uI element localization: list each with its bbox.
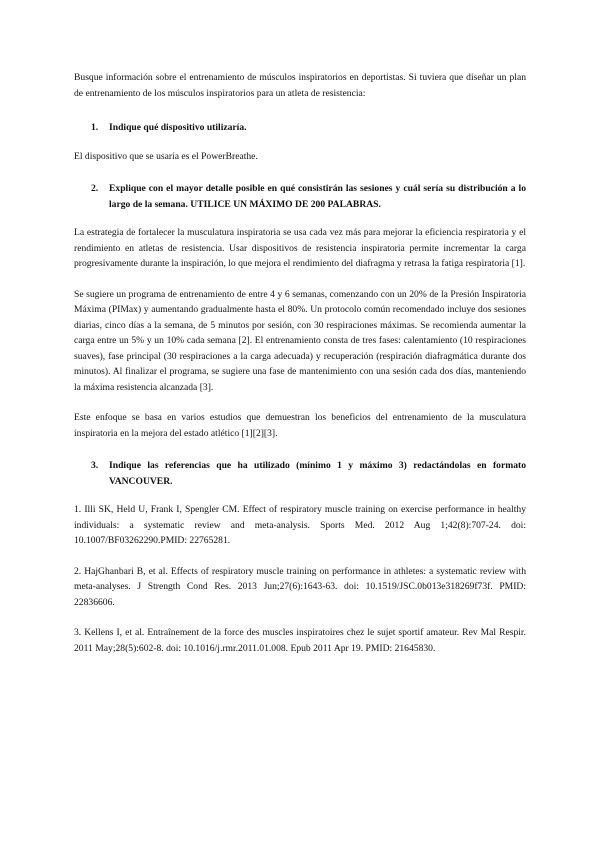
question-2-text: Explique con el mayor detalle posible en qué consistirán las sesiones y cuál sería su distribución a lo largo de la semana. UTILICE UN MÁXIMO DE 200 PALABRAS. [109, 183, 526, 210]
reference-3: 3. Kellens I, et al. Entraînement de la force des muscles inspiratoires chez le sujet sportif amateur. Rev Mal Respir. 2011 May;28(5):602-8. doi: 10.1016/j.rmr.2011.01.008. Epub 2011 Apr 19. PMID: 21645830. [74, 627, 526, 654]
answer-1: El dispositivo que se usaría es el PowerBreathe. [74, 150, 258, 162]
intro-paragraph: Busque información sobre el entrenamiento de músculos inspiratorios en deportistas. Si tuviera que diseñar un plan de entrenamiento de los músculos inspiratorios para un atleta de resistencia: [74, 72, 526, 99]
question-2 [74, 181, 526, 212]
question-1 [74, 120, 526, 136]
answer-2-paragraph-1: La estrategia de fortalecer la musculatura inspiratoria se usa cada vez más para mejorar la eficiencia respiratoria y el rendimiento en atletas de resistencia. Usar dispositivos de resistencia inspiratoria permite incrementar la carga progresivamente durante la inspiración, lo que mejora el rendimiento del diafragma y retrasa la fatiga respiratoria [1]. [74, 227, 526, 269]
question-3 [74, 458, 526, 489]
reference-2: 2. HajGhanbari B, et al. Effects of respiratory muscle training on performance in athletes: a systematic review with meta-analyses. J Strength Cond Res. 2013 Jun;27(6):1643-63. doi: 10.1519/JSC.0b013e318269f73f. PMID: 22836606. [74, 565, 526, 608]
question-2-number: 2. [91, 183, 99, 194]
reference-1: 1. Illi SK, Held U, Frank I, Spengler CM. Effect of respiratory muscle training on exercise performance in healthy individuals: a systematic review and meta-analysis. Sports Med. 2012 Aug 1;42(8):707-24. doi: 10.1007/BF03262290.PMID: 22765281. [74, 504, 526, 546]
question-1-number: 1. [91, 122, 99, 133]
answer-2-paragraph-3: Este enfoque se basa en varios estudios que demuestran los beneficios del entrenamiento de la musculatura inspiratoria en la mejora del estado atlético [1][2][3]. [74, 412, 526, 439]
question-3-number: 3. [91, 460, 99, 471]
answer-2-paragraph-2: Se sugiere un programa de entrenamiento de entre 4 y 6 semanas, comenzando con un 20% de la Presión Inspiratoria Máxima (PIMax) y aumentando gradualmente hasta el 80%. Un protocolo común recomendado incluye dos sesiones diarias, cinco días a la semana, de 5 minutos por sesión, con 30 respiraciones máximas. Se recomienda aumentar la carga entre un 5% y un 10% cada semana [2]. El entrenamiento consta de tres fases: calentamiento (10 respiraciones suaves), fase principal (30 respiraciones a la carga adecuada) y recuperación (respiración diafragmática durante dos minutos). Al finalizar el programa, se sugiere una fase de mantenimiento con una sesión cada dos días, manteniendo la máxima resistencia alcanzada [3]. [74, 288, 526, 393]
question-1-text: Indique qué dispositivo utilizaría. [109, 122, 247, 133]
question-3-text: Indique las referencias que ha utilizado (mínimo 1 y máximo 3) redactándolas en formato VANCOUVER. [109, 460, 526, 487]
